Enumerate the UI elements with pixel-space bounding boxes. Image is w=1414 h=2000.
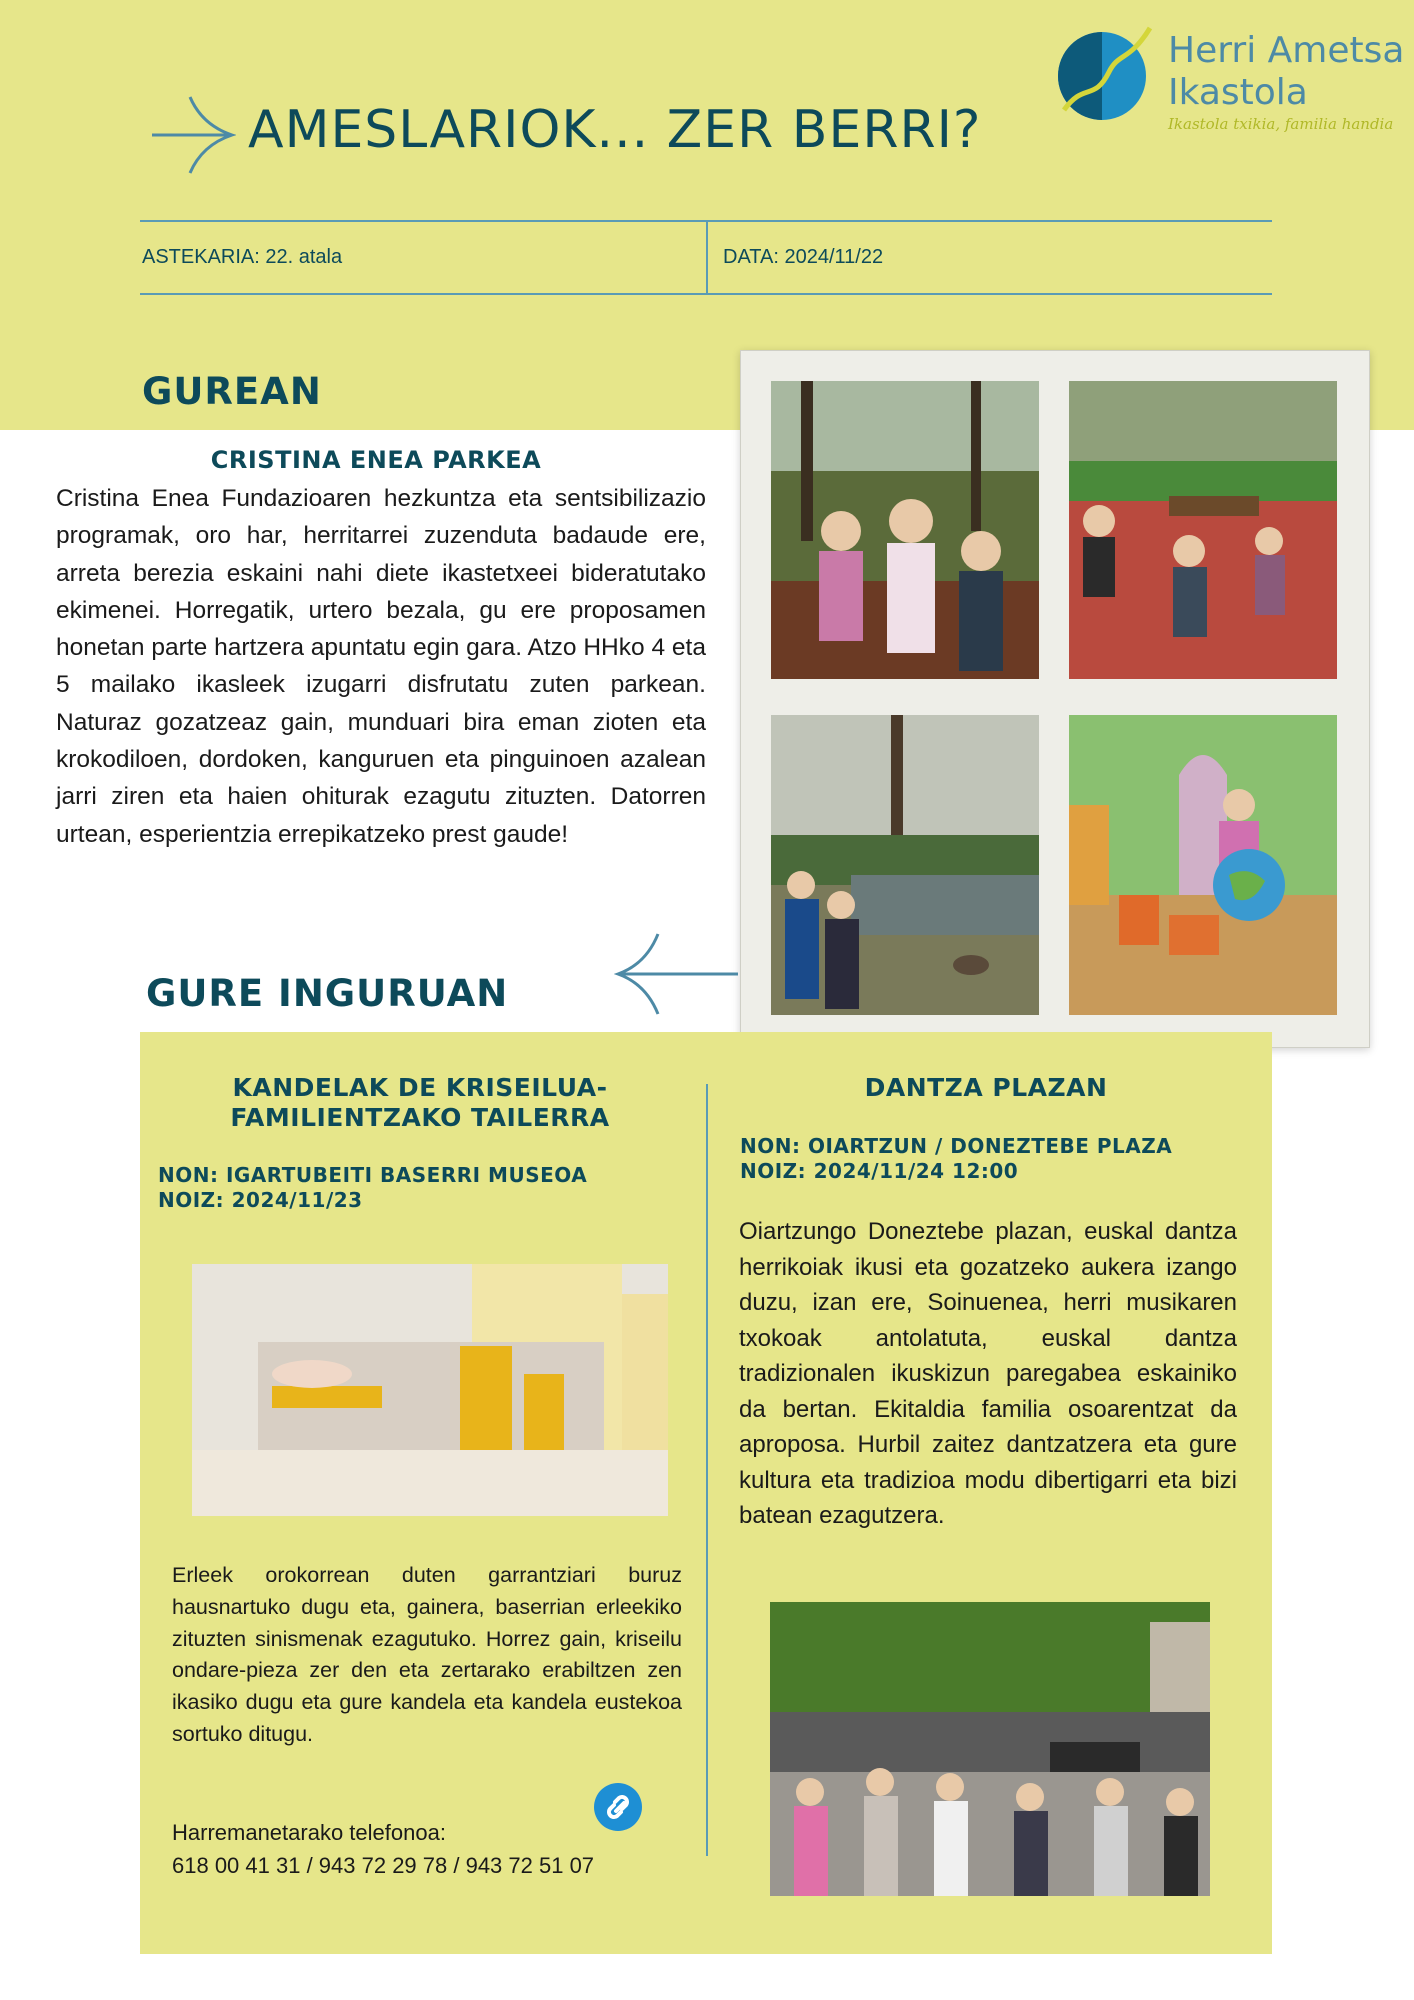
- photo-pond: [771, 715, 1039, 1015]
- photo-collage: [740, 350, 1370, 1048]
- event-title-left: KANDELAK DE KRISEILUA- FAMILIENTZAKO TAILERRA: [230, 1073, 610, 1132]
- link-icon[interactable]: [594, 1783, 642, 1831]
- meta-divider: [706, 220, 708, 295]
- section-heading-inguruan: GURE INGURUAN: [146, 972, 509, 1015]
- issue-date: DATA: 2024/11/22: [723, 246, 884, 268]
- event-body-left: Erleek orokorrean duten garrantziari buruz hausnartuko dugu eta, gainera, baserrian erleekiko zituzten sinismenak ezagutuko. Horrez gain, kriseilu ondare-pieza zer den eta zertarako erabiltzen zen ikasiko dugu eta gure kandela eta kandela eustekoa sortuko ditugu.: [172, 1563, 682, 1746]
- arrow-left-icon: [614, 932, 740, 1016]
- events-divider: [706, 1084, 708, 1856]
- issue-number: ASTEKARIA: 22. atala: [142, 246, 343, 268]
- photo-dance-plaza: [770, 1602, 1210, 1896]
- article-body: Cristina Enea Fundazioaren hezkuntza eta sentsibilizazio programak, oro har, herritarrei zuzenduta badaude ere, arreta berezia eskaini nahi diete ikastetxeei bideratutako ekimenei. Horregatik, urtero bezala, gu ere proposamen honetan parte hartzera apuntatu egin gara. Atzo HHko 4 eta 5 mailako ikasleek izugarri disfrutatu zuten parkean. Naturaz gozatzeaz gain, munduari bira eman zioten eta krokodiloen, dordoken, kanguruen eta pinguinoen azalean jarri ziren eta haien ohiturak ezagutu zituzten. Datorren urtean, esperientzia errepikatzeko prest gaude!: [56, 485, 706, 848]
- photo-playground: [1069, 381, 1337, 679]
- event-body-right: Oiartzungo Doneztebe plazan, euskal dantza herrikoiak ikusi eta gozatzeko aukera izango duzu, izan ere, Soinuenea, herri musikaren txokoak antolatuta, euskal dantza tradizionalen ikuskizun paregabea eskainiko da bertan. Ekitaldia familia osoarentzat da aproposa. Hurbil zaitez dantzatzera eta gure kultura eta tradizioa modu dibertigarri eta bizi batean ezagutzera.: [739, 1218, 1237, 1529]
- photo-indoor-globe: [1069, 715, 1337, 1015]
- event-where-left: NON: IGARTUBEITI BASERRI MUSEOA: [158, 1163, 588, 1187]
- phone-numbers: 618 00 41 31 / 943 72 29 78 / 943 72 51 07: [172, 1853, 595, 1878]
- logo-name: Herri Ametsa: [1168, 30, 1405, 71]
- page-title: AMESLARIOK... ZER BERRI?: [248, 100, 982, 160]
- photo-children-leaves: [771, 381, 1039, 679]
- phone-label: Harremanetarako telefonoa:: [172, 1820, 446, 1845]
- photo-candles: [192, 1264, 668, 1516]
- logo-tagline: Ikastola txikia, familia handia: [1168, 115, 1394, 133]
- event-where-right: NON: OIARTZUN / DONEZTEBE PLAZA: [740, 1134, 1173, 1158]
- event-when-left: NOIZ: 2024/11/23: [158, 1188, 363, 1212]
- logo-subname: Ikastola: [1168, 72, 1308, 113]
- event-title-right: DANTZA PLAZAN: [864, 1073, 1108, 1102]
- section-heading-gurean: GUREAN: [142, 370, 322, 413]
- article-heading: CRISTINA ENEA PARKEA: [210, 446, 542, 474]
- arrow-right-icon: [150, 95, 236, 175]
- logo-icon: [1054, 22, 1154, 122]
- event-when-right: NOIZ: 2024/11/24 12:00: [740, 1159, 1019, 1183]
